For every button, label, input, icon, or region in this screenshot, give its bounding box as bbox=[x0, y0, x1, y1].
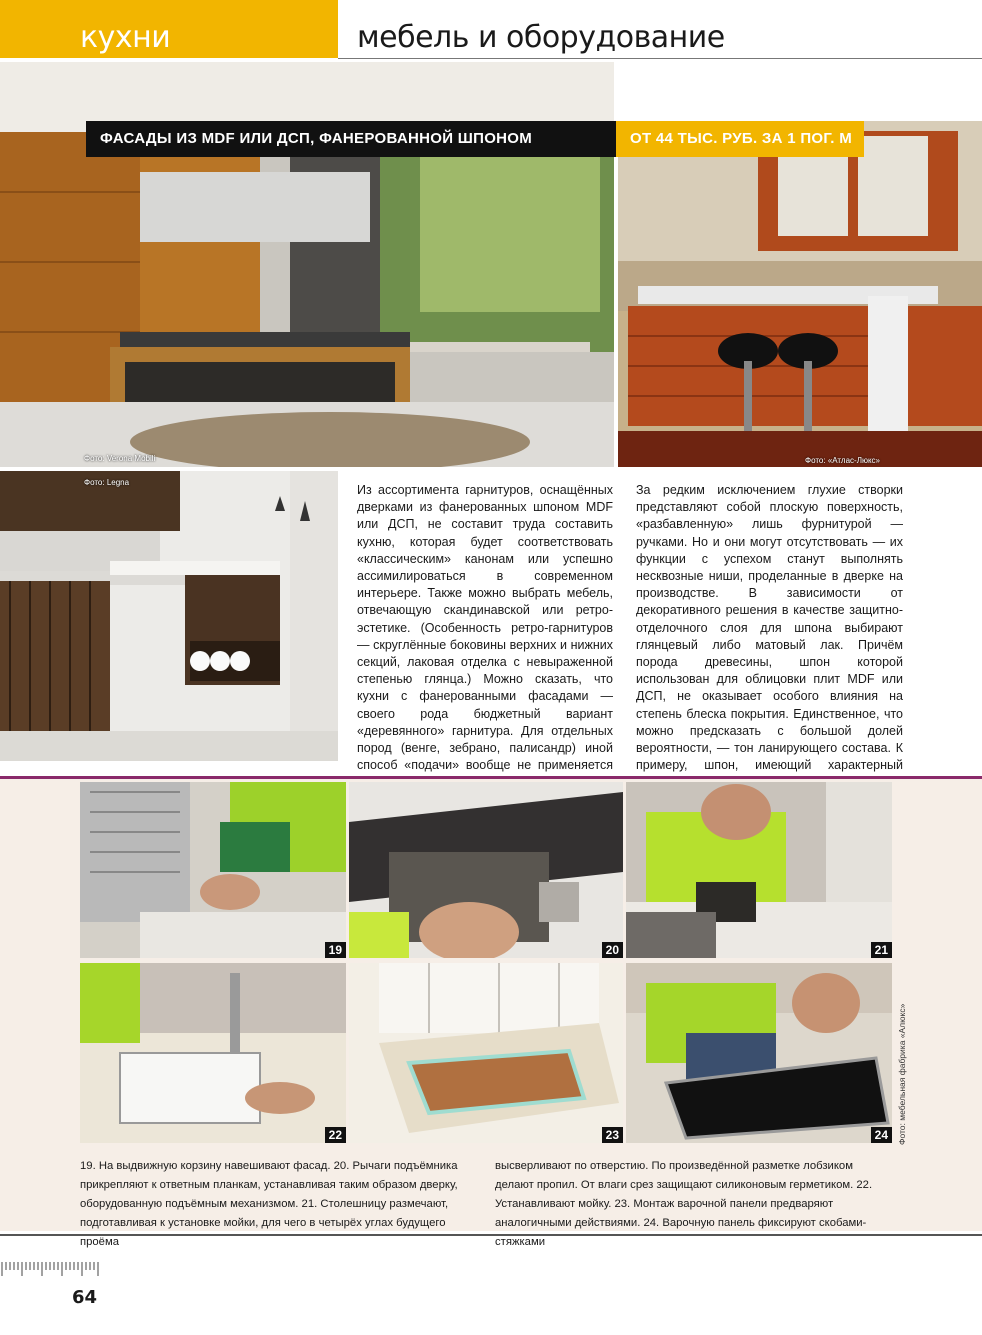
category-banner: ФАСАДЫ ИЗ MDF ИЛИ ДСП, ФАНЕРОВАННОЙ ШПОНОМ bbox=[86, 121, 616, 157]
photo-credit: Фото: Verona Mobili bbox=[84, 454, 156, 463]
page-number: 64 bbox=[72, 1287, 98, 1308]
kitchen-photo-legna bbox=[0, 471, 338, 761]
photo-credit: Фото: «Атлас-Люкс» bbox=[805, 456, 880, 465]
article-column-1: Из ассортимента гарнитуров, оснащённых дверками из фанерованных шпоном MDF или ДСП, не составит труда составить кухню, которая будет соответствовать «классическим» канонам или успешно ассимилироваться в современном интерьере. Также можно выбрать мебель, отвечающую скандинавской или ретро-эстетике. (Особенность ретро-гарнитуров — скруглённые боковины верхних и нижних секций, лаковая отделка с невыраженной степенью глянца.) Можно сказать, что кухни с фанерованными фасадами — своего рода бюджетный вариант «деревянного» гарнитура. Для отдельных пород (венге, зебрано, палисандр) иной способ «подачи» вообще не применяется bbox=[357, 483, 613, 773]
section-title: кухни bbox=[80, 20, 171, 55]
steps-credit-text: Фото: мебельная фабрика «Алюкс» bbox=[897, 1003, 907, 1145]
step-number: 19 bbox=[325, 942, 346, 958]
step-number: 22 bbox=[325, 1127, 346, 1143]
step-number: 23 bbox=[602, 1127, 623, 1143]
header-rule bbox=[338, 58, 982, 59]
caption-column-1: 19. На выдвижную корзину навешивают фасад. 20. Рычаги подъёмника прикрепляют к ответным планкам, устанавливая таким образом дверку, оборудованную подъёмным механизмом. 21. Столешницу размечают, подготавливая к установке мойки, для чего в четырёх углах будущего проёма bbox=[80, 1160, 458, 1248]
caption-column-2: высверливают по отверстию. По произведённой разметке лобзиком делают пропил. От влаги срез защищают силиконовым герметиком. 22. Устанавливают мойку. 23. Монтаж варочной панели предваряют аналогичными действиями. 24. Варочную панель фиксируют скобами-стяжками bbox=[495, 1160, 873, 1248]
step-number: 21 bbox=[871, 942, 892, 958]
step-photo-21 bbox=[626, 782, 892, 958]
article-column-2: За редким исключением глухие створки представляют собой плоскую поверхность, «разбавленную» лишь фурнитурой — ручками. Но и они могут отсутствовать — их функции с успехом станут выполнять несквозные ниши, проделанные в дверке на производстве. В зависимости от декоративного решения в качестве защитно-отделочного слоя для шпона выбирают глянцевый либо матовый лак. Причём порода древесины, шпон которой использован для облицовки плит MDF или ДСП, не оказывает особого влияния на степень блеска покрытия. Единственное, что можно предсказать с большой долей вероятности, — тон ланирующего состава. К примеру, шпон, имеющий характерный bbox=[636, 483, 903, 773]
steps-photo-credit bbox=[895, 995, 909, 1145]
band-top-rule bbox=[0, 776, 982, 779]
page-title: мебель и оборудование bbox=[357, 20, 725, 55]
footer-rule bbox=[0, 1234, 982, 1236]
kitchen-photo-atlas bbox=[618, 121, 982, 467]
step-photo-22 bbox=[80, 963, 346, 1143]
step-photo-20 bbox=[349, 782, 623, 958]
ruler-decoration bbox=[0, 1262, 100, 1290]
step-photo-23 bbox=[349, 963, 623, 1143]
step-photo-24 bbox=[626, 963, 892, 1143]
step-number: 20 bbox=[602, 942, 623, 958]
step-photo-19 bbox=[80, 782, 346, 958]
photo-credit: Фото: Legna bbox=[84, 478, 130, 487]
price-banner: ОТ 44 ТЫС. РУБ. ЗА 1 ПОГ. М bbox=[616, 121, 864, 157]
step-number: 24 bbox=[871, 1127, 892, 1143]
